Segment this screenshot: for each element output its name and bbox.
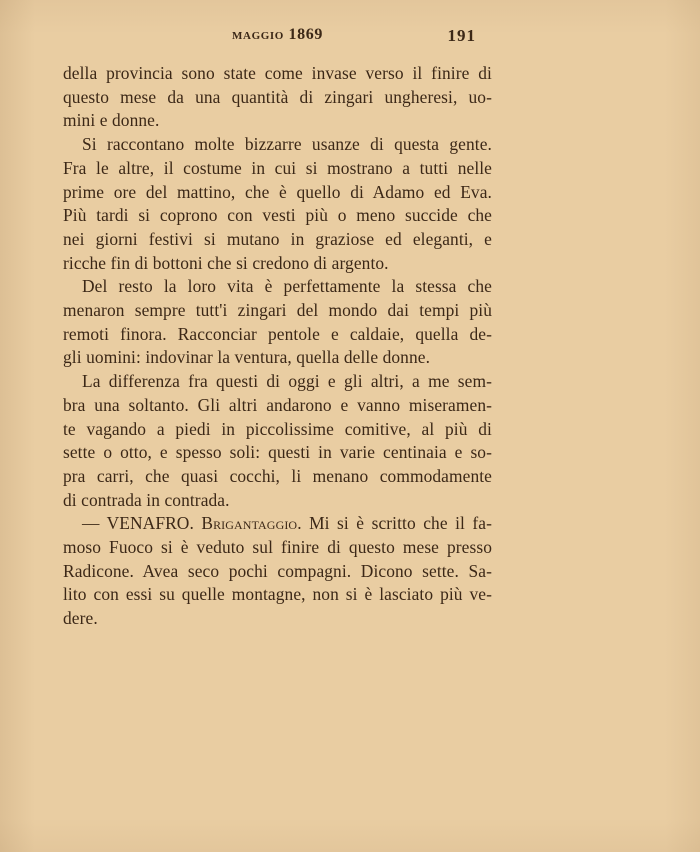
text-line: sette o otto, e spesso soli: questi in varie centinaia e so- [63, 442, 492, 463]
text-line: bra una soltanto. Gli altri andarono e vanno miseramen- [63, 394, 492, 415]
header-month: maggio [232, 26, 284, 43]
text-line: questo mese da una quantità di zingari ungheresi, uo- [63, 86, 492, 107]
body-text [63, 62, 492, 631]
text-segment: — VENAFRO. [82, 513, 202, 534]
text-segment: Mi si è scritto che il fa- [301, 513, 493, 534]
text-line: lito con essi su quelle montagne, non si è lasciato più ve- [63, 584, 492, 605]
text-line: Si raccontano molte bizzarre usanze di questa gente. [82, 134, 492, 155]
text-line: La differenza fra questi di oggi e gli altri, a me sem- [82, 371, 492, 392]
text-line: menaron sempre tutt'i zingari del mondo dai tempi più [63, 300, 492, 321]
text-line: gli uomini: indovinar la ventura, quella delle donne. [63, 347, 431, 368]
text-line: dere. [63, 608, 98, 629]
text-line [63, 512, 492, 536]
running-header [63, 26, 492, 52]
text-line: di contrada in contrada. [63, 489, 230, 510]
text-block [63, 26, 492, 631]
text-line: della provincia sono state come invase verso il finire di [63, 63, 492, 83]
smallcaps-text: Brigantaggio. [201, 513, 302, 534]
page-number: 191 [447, 26, 476, 45]
text-line: ricche fin di bottoni che si credono di argento. [63, 252, 389, 273]
text-line: moso Fuoco si è veduto sul finire di questo mese presso [63, 537, 492, 558]
text-line: Radicone. Avea seco pochi compagni. Dicono sette. Sa- [63, 560, 492, 581]
header-date [63, 26, 492, 44]
text-line: prime ore del mattino, che è quello di Adamo ed Eva. [63, 181, 492, 202]
text-line: mini e donne. [63, 110, 160, 131]
text-line: Fra le altre, il costume in cui si mostrano a tutti nelle [63, 157, 492, 178]
header-year: 1869 [288, 26, 323, 43]
text-line: nei giorni festivi si mutano in graziose ed eleganti, e [63, 228, 492, 249]
text-line: pra carri, che quasi cocchi, li menano commodamente [63, 465, 492, 486]
text-line: te vagando a piedi in piccolissime comitive, al più di [63, 418, 492, 439]
text-line: remoti finora. Racconciar pentole e caldaie, quella de- [63, 323, 492, 344]
text-line: Del resto la loro vita è perfettamente la stessa che [82, 276, 492, 297]
text-line: Più tardi si coprono con vesti più o meno succide che [63, 205, 492, 226]
